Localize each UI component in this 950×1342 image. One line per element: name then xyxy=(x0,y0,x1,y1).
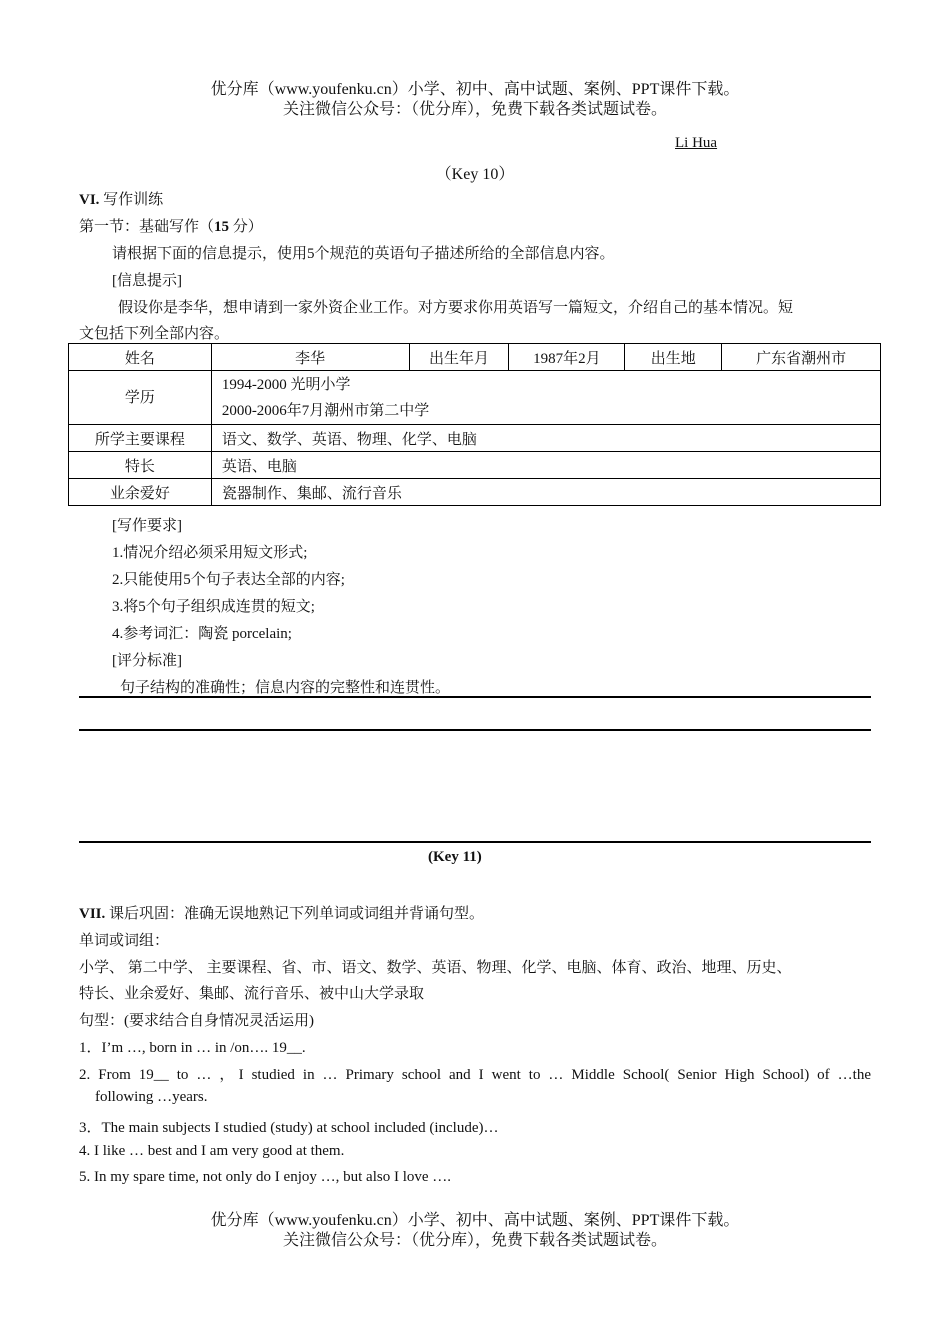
specialty-label: 特长 xyxy=(69,452,212,479)
part-1-points: 15 xyxy=(214,219,230,235)
pattern-item: 3．The main subjects I studied (study) at school included (include)… xyxy=(79,1120,499,1136)
answer-line xyxy=(79,841,871,843)
education-line: 2000-2006年7月潮州市第二中学 xyxy=(221,402,430,419)
table-cell: 1987年2月 xyxy=(509,344,625,371)
section-6-title: 写作训练 xyxy=(99,192,164,208)
key-11-label: (Key 11) xyxy=(428,849,482,865)
requirement-item: 4.参考词汇：陶瓷 porcelain; xyxy=(112,626,292,642)
vocab-line-1: 小学、 第二中学、 主要课程、省、市、语文、数学、英语、物理、化学、电脑、体育、政治、地理、历史、 xyxy=(79,960,792,976)
site-header-line-1: 优分库（www.youfenku.cn）小学、初中、高中试题、案例、PPT课件下载。 xyxy=(210,81,740,98)
signature: Li Hua xyxy=(675,135,718,151)
part-1-suffix: 分） xyxy=(229,219,263,235)
education-value xyxy=(211,371,880,425)
pattern-item-continuation: following …years. xyxy=(95,1089,208,1105)
answer-line xyxy=(79,729,871,731)
section-6-heading xyxy=(79,188,163,209)
courses-label: 所学主要课程 xyxy=(69,425,212,452)
vocab-label: 单词或词组： xyxy=(79,933,170,949)
requirements-label: [写作要求] xyxy=(112,518,182,534)
education-line: 1994-2000 光明小学 xyxy=(221,376,351,393)
table-cell: 出生地 xyxy=(625,344,722,371)
requirement-item: 1.情况介绍必须采用短文形式; xyxy=(112,545,308,561)
part-1-prefix: 第一节：基础写作（ xyxy=(79,219,215,235)
scoring-label: [评分标准] xyxy=(112,653,182,669)
key-10-label: （Key 10） xyxy=(435,166,515,183)
table-cell: 李华 xyxy=(211,344,409,371)
pattern-item: 4. I like … best and I am very good at them. xyxy=(79,1143,345,1159)
pattern-item: 2. From 19__ to … ，I studied in … Primary school and I went to … Middle School( Senior High School) of …the xyxy=(79,1067,871,1083)
specialty-value: 英语、电脑 xyxy=(211,452,880,479)
table-cell: 广东省潮州市 xyxy=(722,344,881,371)
table-row xyxy=(69,452,881,479)
answer-line xyxy=(79,696,871,698)
section-7-heading xyxy=(79,902,484,923)
part-1-heading xyxy=(79,215,263,236)
hobby-label: 业余爱好 xyxy=(69,479,212,506)
table-row xyxy=(69,371,881,425)
education-label: 学历 xyxy=(69,371,212,425)
site-footer-line-1: 优分库（www.youfenku.cn）小学、初中、高中试题、案例、PPT课件下载。 xyxy=(210,1212,740,1229)
courses-value: 语文、数学、英语、物理、化学、电脑 xyxy=(211,425,880,452)
pattern-item: 5. In my spare time, not only do I enjoy …, but also I love …. xyxy=(79,1169,452,1185)
table-cell: 出生年月 xyxy=(409,344,509,371)
vocab-line-2: 特长、业余爱好、集邮、流行音乐、被中山大学录取 xyxy=(79,986,425,1002)
hobby-value: 瓷器制作、集邮、流行音乐 xyxy=(211,479,880,506)
section-7-title: 课后巩固：准确无误地熟记下列单词或词组并背诵句型。 xyxy=(105,906,485,922)
table-row xyxy=(69,479,881,506)
section-7-number: VII. xyxy=(79,906,106,922)
table-row xyxy=(69,344,881,371)
patterns-label: 句型：(要求结合自身情况灵活运用) xyxy=(79,1013,314,1029)
personal-info-table xyxy=(68,343,881,506)
pattern-item: 1．I’m …, born in … in /on…. 19__. xyxy=(79,1040,306,1056)
scenario-text-line-1: 假设你是李华，想申请到一家外资企业工作。对方要求你用英语写一篇短文，介绍自己的基本情况。短 xyxy=(118,300,794,316)
section-6-number: VI. xyxy=(79,192,100,208)
site-footer-line-2: 关注微信公众号：（优分库），免费下载各类试题试卷。 xyxy=(282,1232,667,1249)
scoring-text: 句子结构的准确性；信息内容的完整性和连贯性。 xyxy=(120,680,451,696)
requirement-item: 2.只能使用5个句子表达全部的内容; xyxy=(112,572,345,588)
site-header-line-2: 关注微信公众号：（优分库），免费下载各类试题试卷。 xyxy=(282,101,667,118)
writing-instruction: 请根据下面的信息提示，使用5个规范的英语句子描述所给的全部信息内容。 xyxy=(112,246,615,262)
table-row xyxy=(69,425,881,452)
table-cell: 姓名 xyxy=(69,344,212,371)
scenario-text-line-2: 文包括下列全部内容。 xyxy=(79,326,230,342)
info-hint-label: [信息提示] xyxy=(112,273,182,289)
requirement-item: 3.将5个句子组织成连贯的短文; xyxy=(112,599,315,615)
